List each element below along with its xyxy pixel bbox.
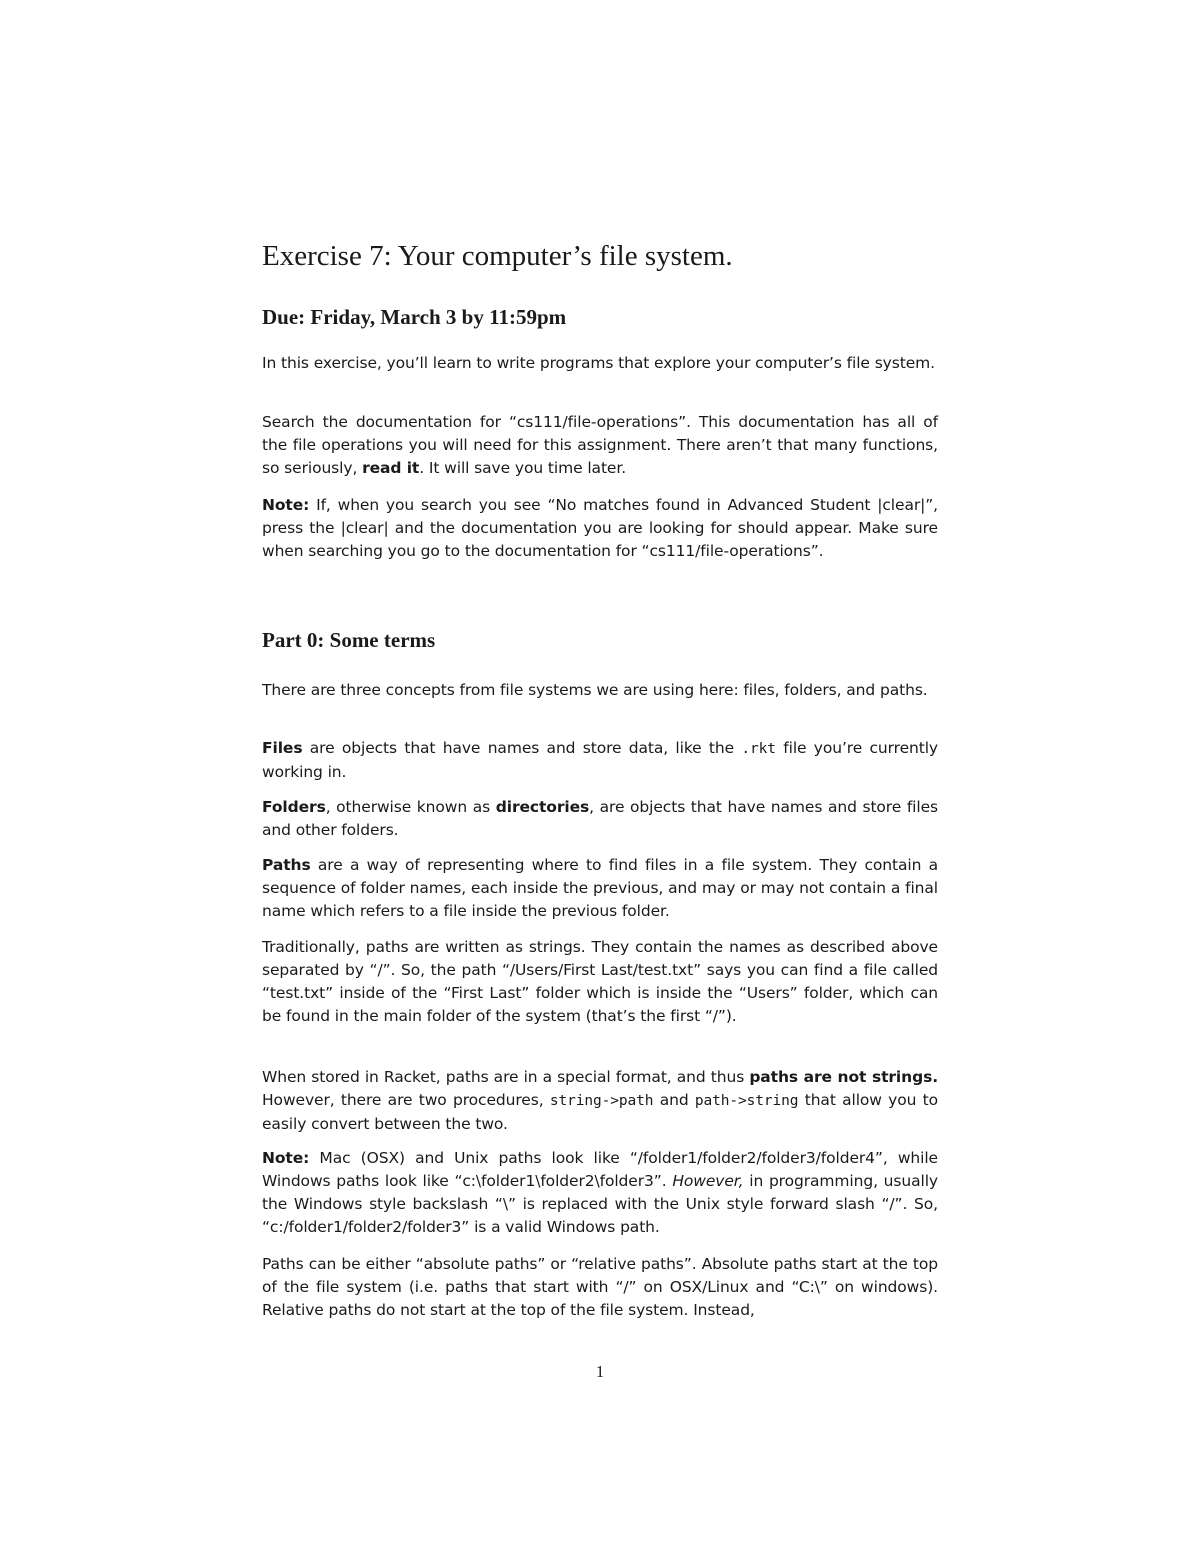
- traditional-paragraph: Traditionally, paths are written as strings. They contain the names as described above separated by “/”. So, the path “/Users/First Last/test.txt” says you can find a file called “test.txt” inside of the “First Last” folder which is inside the “Users” folder, which can be found in the main folder of the system (that’s the first “/”).: [262, 938, 938, 1025]
- paths-not-strings-emphasis: paths are not strings.: [749, 1068, 938, 1086]
- note-paragraph-1: Note: If, when you search you see “No matches found in Advanced Student |clear|”, press the |clear| and the documentation you are looking for should appear. Make sure when searching you go to the documentation for “cs111/file-operations”.: [262, 496, 938, 560]
- files-term: Files: [262, 739, 303, 757]
- note-label: Note:: [262, 496, 310, 514]
- document-title: Exercise 7: Your computer’s file system.: [262, 240, 733, 272]
- paths-paragraph: Paths are a way of representing where to find files in a file system. They contain a sequence of folder names, each inside the previous, and may or may not contain a final name which refers to a file inside the previous folder.: [262, 856, 938, 920]
- due-date-heading: Due: Friday, March 3 by 11:59pm: [262, 305, 567, 329]
- rkt-code: .rkt: [741, 741, 776, 757]
- however-emphasis: However,: [672, 1172, 744, 1190]
- string-to-path-code: string->path: [549, 1093, 654, 1109]
- part-0-heading: Part 0: Some terms: [262, 628, 436, 652]
- folders-term: Folders: [262, 798, 326, 816]
- path-to-string-code: path->string: [694, 1093, 799, 1109]
- note-paragraph-2: Note: Mac (OSX) and Unix paths look like “/folder1/folder2/folder3/folder4”, while Windows paths look like “c:\folder1\folder2\folder3”. However, in programming, usually the Windows style backslash “\” is replaced with the Unix style forward slash “/”. So, “c:/folder1/folder2/folder3” is a valid Windows path.: [262, 1149, 938, 1236]
- read-it-emphasis: read it: [362, 459, 420, 477]
- page-number: 1: [595, 1362, 605, 1381]
- search-paragraph: Search the documentation for “cs111/file-operations”. This documentation has all of the file operations you will need for this assignment. There aren’t that many functions, so seriously, read it. It will save you time later.: [262, 413, 938, 477]
- absolute-relative-paragraph: Paths can be either “absolute paths” or “relative paths”. Absolute paths start at the top of the file system (i.e. paths that start with “/” on OSX/Linux and “C:\” on windows). Relative paths do not start at the top of the file system. Instead,: [262, 1255, 938, 1319]
- paths-term: Paths: [262, 856, 311, 874]
- folders-paragraph: Folders, otherwise known as directories, are objects that have names and store files and other folders.: [262, 798, 939, 839]
- files-paragraph: Files are objects that have names and store data, like the .rkt file you’re currently working in.: [262, 739, 938, 781]
- directories-term: directories: [495, 798, 590, 816]
- concepts-paragraph: There are three concepts from file systems we are using here: files, folders, and paths.: [262, 681, 928, 699]
- racket-paragraph: When stored in Racket, paths are in a special format, and thus paths are not strings. However, there are two procedures, string->path and path->string that allow you to easily convert between the two.: [262, 1068, 939, 1133]
- note-label: Note:: [262, 1149, 310, 1167]
- intro-paragraph: In this exercise, you’ll learn to write programs that explore your computer’s file system.: [262, 354, 935, 372]
